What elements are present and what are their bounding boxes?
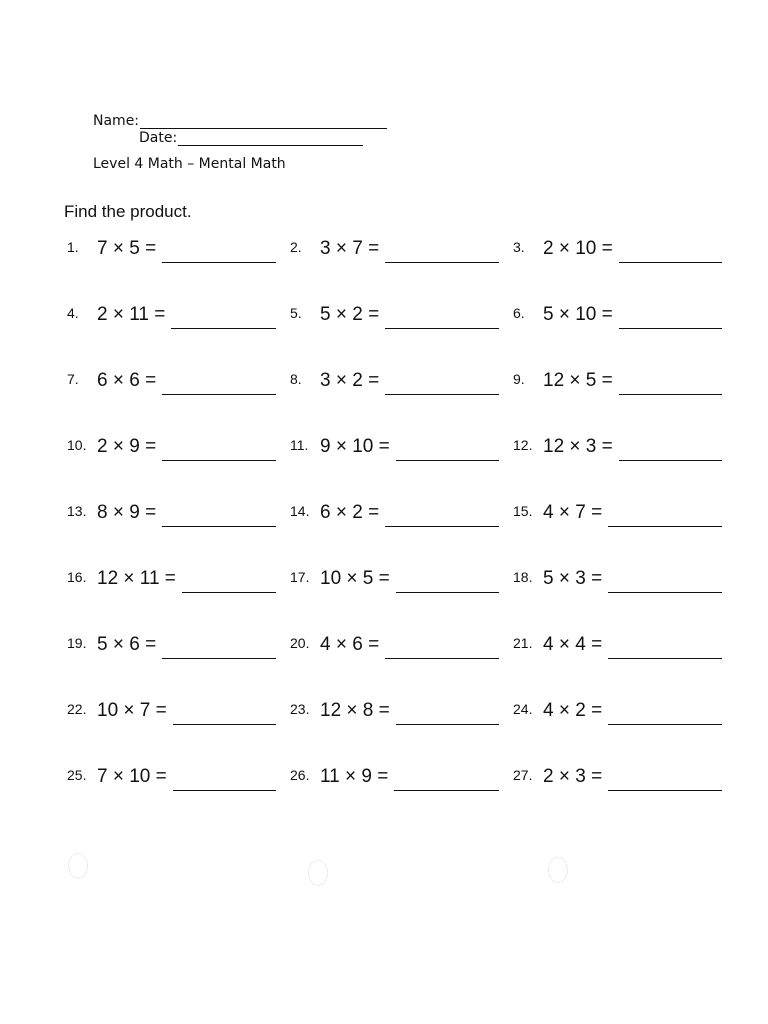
problem-number: 22.: [67, 701, 87, 717]
problem-expression: 6 × 2 =: [320, 502, 380, 523]
problem-expression: 3 × 2 =: [320, 370, 380, 391]
problem-expression: 4 × 4 =: [543, 634, 603, 655]
problem-number: 19.: [67, 635, 87, 651]
problem-number: 9.: [513, 371, 525, 387]
problem-expression: 6 × 6 =: [97, 370, 157, 391]
answer-blank[interactable]: [162, 460, 276, 461]
problem-number: 14.: [290, 503, 310, 519]
answer-blank[interactable]: [385, 262, 499, 263]
problem-number: 27.: [513, 767, 533, 783]
problem-item: [513, 766, 722, 792]
answer-blank[interactable]: [608, 658, 722, 659]
problem-expression: 7 × 10 =: [97, 766, 167, 787]
problem-number: 11.: [290, 437, 309, 453]
answer-blank[interactable]: [182, 592, 276, 593]
problem-expression: 5 × 10 =: [543, 304, 613, 325]
problem-item: [67, 304, 276, 330]
answer-blank[interactable]: [619, 394, 722, 395]
answer-blank[interactable]: [396, 724, 499, 725]
problem-number: 18.: [513, 569, 533, 585]
problem-item: [290, 634, 499, 660]
problem-item: [67, 502, 276, 528]
answer-blank[interactable]: [162, 394, 276, 395]
problem-number: 13.: [67, 503, 87, 519]
problem-expression: 12 × 11 =: [97, 568, 176, 589]
answer-blank[interactable]: [619, 460, 722, 461]
problem-item: [67, 238, 276, 264]
problem-item: [67, 700, 276, 726]
answer-blank[interactable]: [162, 262, 276, 263]
answer-blank[interactable]: [396, 592, 499, 593]
problem-item: [513, 568, 722, 594]
problem-number: 21.: [513, 635, 533, 651]
date-blank[interactable]: [178, 133, 363, 146]
answer-blank[interactable]: [173, 790, 276, 791]
problem-number: 17.: [290, 569, 310, 585]
problem-item: [513, 238, 722, 264]
problem-number: 23.: [290, 701, 310, 717]
answer-blank[interactable]: [162, 658, 276, 659]
answer-blank[interactable]: [385, 328, 499, 329]
name-label: Name:: [93, 113, 140, 129]
date-label: Date:: [139, 130, 178, 146]
problem-item: [67, 766, 276, 792]
problem-expression: 10 × 5 =: [320, 568, 390, 589]
problem-expression: 4 × 6 =: [320, 634, 380, 655]
problem-expression: 5 × 6 =: [97, 634, 157, 655]
problem-expression: 9 × 10 =: [320, 436, 390, 457]
answer-blank[interactable]: [385, 658, 499, 659]
problem-expression: 5 × 3 =: [543, 568, 603, 589]
problem-expression: 7 × 5 =: [97, 238, 157, 259]
problem-number: 8.: [290, 371, 302, 387]
problem-expression: 2 × 11 =: [97, 304, 166, 325]
problem-number: 15.: [513, 503, 533, 519]
problem-expression: 2 × 10 =: [543, 238, 613, 259]
problem-number: 7.: [67, 371, 79, 387]
problem-item: [290, 238, 499, 264]
problem-expression: 2 × 9 =: [97, 436, 157, 457]
answer-blank[interactable]: [394, 790, 499, 791]
problem-expression: 12 × 5 =: [543, 370, 613, 391]
name-blank[interactable]: [140, 116, 387, 129]
problem-expression: 11 × 9 =: [320, 766, 389, 787]
answer-blank[interactable]: [396, 460, 499, 461]
faint-mark: [548, 857, 568, 883]
problem-number: 10.: [67, 437, 87, 453]
answer-blank[interactable]: [619, 328, 722, 329]
problem-expression: 5 × 2 =: [320, 304, 380, 325]
answer-blank[interactable]: [162, 526, 276, 527]
problem-number: 25.: [67, 767, 87, 783]
problem-item: [290, 502, 499, 528]
problem-number: 5.: [290, 305, 302, 321]
answer-blank[interactable]: [608, 790, 722, 791]
problem-expression: 10 × 7 =: [97, 700, 167, 721]
worksheet-subtitle: Level 4 Math – Mental Math: [93, 156, 286, 172]
problem-expression: 12 × 3 =: [543, 436, 613, 457]
answer-blank[interactable]: [608, 526, 722, 527]
instruction-text: Find the product.: [64, 202, 192, 221]
problem-number: 6.: [513, 305, 525, 321]
date-field[interactable]: [139, 130, 363, 146]
problem-number: 1.: [67, 239, 79, 255]
problem-item: [513, 502, 722, 528]
answer-blank[interactable]: [608, 724, 722, 725]
answer-blank[interactable]: [385, 394, 499, 395]
problem-item: [290, 700, 499, 726]
problem-number: 4.: [67, 305, 79, 321]
problem-number: 20.: [290, 635, 310, 651]
answer-blank[interactable]: [171, 328, 276, 329]
faint-mark: [308, 860, 328, 886]
problem-number: 16.: [67, 569, 87, 585]
problem-number: 3.: [513, 239, 525, 255]
problem-item: [513, 700, 722, 726]
problem-item: [513, 436, 722, 462]
problem-expression: 2 × 3 =: [543, 766, 603, 787]
problem-item: [290, 568, 499, 594]
problem-expression: 8 × 9 =: [97, 502, 157, 523]
problem-item: [290, 304, 499, 330]
problem-expression: 4 × 7 =: [543, 502, 603, 523]
problem-item: [290, 436, 499, 462]
problem-expression: 12 × 8 =: [320, 700, 390, 721]
problem-item: [67, 634, 276, 660]
answer-blank[interactable]: [608, 592, 722, 593]
problem-expression: 4 × 2 =: [543, 700, 603, 721]
problem-item: [513, 370, 722, 396]
problem-number: 26.: [290, 767, 310, 783]
problem-item: [290, 766, 499, 792]
problem-number: 2.: [290, 239, 302, 255]
faint-mark: [68, 853, 88, 879]
problem-item: [513, 634, 722, 660]
problem-item: [67, 568, 276, 594]
problem-expression: 3 × 7 =: [320, 238, 380, 259]
problem-item: [290, 370, 499, 396]
problem-number: 12.: [513, 437, 533, 453]
problem-item: [67, 370, 276, 396]
problem-item: [513, 304, 722, 330]
problem-number: 24.: [513, 701, 533, 717]
answer-blank[interactable]: [619, 262, 722, 263]
answer-blank[interactable]: [385, 526, 499, 527]
problem-item: [67, 436, 276, 462]
name-field[interactable]: [93, 113, 387, 129]
answer-blank[interactable]: [173, 724, 276, 725]
